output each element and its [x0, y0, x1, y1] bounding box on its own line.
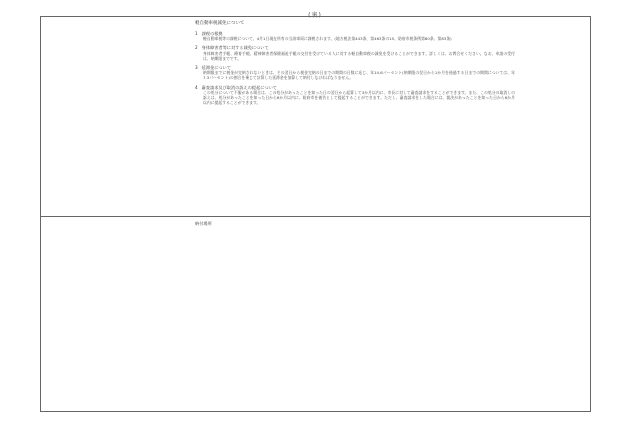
- section-text: 軽自動車税等の課税について、4月1日現在所有の当該車両に課税されます。(地方税法第443条、第463条の15、防府市税条例第80条、第83条): [203, 36, 452, 42]
- section-late-fee: [195, 65, 515, 81]
- section-text: 身体障害者手帳、療育手帳、精神障害者保健福祉手帳の交付を受けている人に対する軽自動車税の減免を受けることができます。詳しくは、お問合せください。なお、申請の受付は、納期限までです。: [203, 50, 515, 61]
- section-title: 身体障害者等に対する減免について: [201, 45, 269, 51]
- section-title: 審査請求及び取消の訴えの提起について: [201, 84, 277, 90]
- section-number: 4: [195, 84, 198, 90]
- section-taxation-basis: [195, 31, 515, 41]
- section-text: この処分について不服がある場合は、この処分があったことを知った日の翌日から起算して3か月以内に、市長に対して審査請求をすることができます。また、この処分の取消しの訴えは、処分があったことを知った日から6か月以内に、防府市を被告として提起することができます。ただし、審査請求をした場合には、裁決があったことを知った日から6か月以内に提起することができます。: [203, 89, 515, 106]
- section-divider: [41, 216, 590, 217]
- section-number: 3: [195, 65, 198, 71]
- page-side-label: (裏): [308, 12, 322, 19]
- document-heading: 軽自動車税減免について: [195, 21, 245, 26]
- section-text: 納期限までに税金が完納されないときは、その翌日から税金完納の日までの期間の日数に応じ、年14.6パーセント(納期限の翌日から1か月を経過する日までの期間については、年7.3パーセント)の割合を乗じて計算した延滞金を加算して納付しなければなりません。: [203, 70, 515, 81]
- section-title: 課税の根拠: [201, 31, 223, 36]
- section-reduction: [195, 45, 515, 61]
- document-frame: [40, 16, 591, 412]
- section-number: 1: [195, 31, 198, 36]
- document-body: [195, 31, 515, 109]
- section-appeal: [195, 85, 515, 106]
- section-number: 2: [195, 45, 198, 51]
- payment-location-label: 納付場所: [195, 221, 212, 226]
- section-title: 延滞金について: [201, 65, 231, 71]
